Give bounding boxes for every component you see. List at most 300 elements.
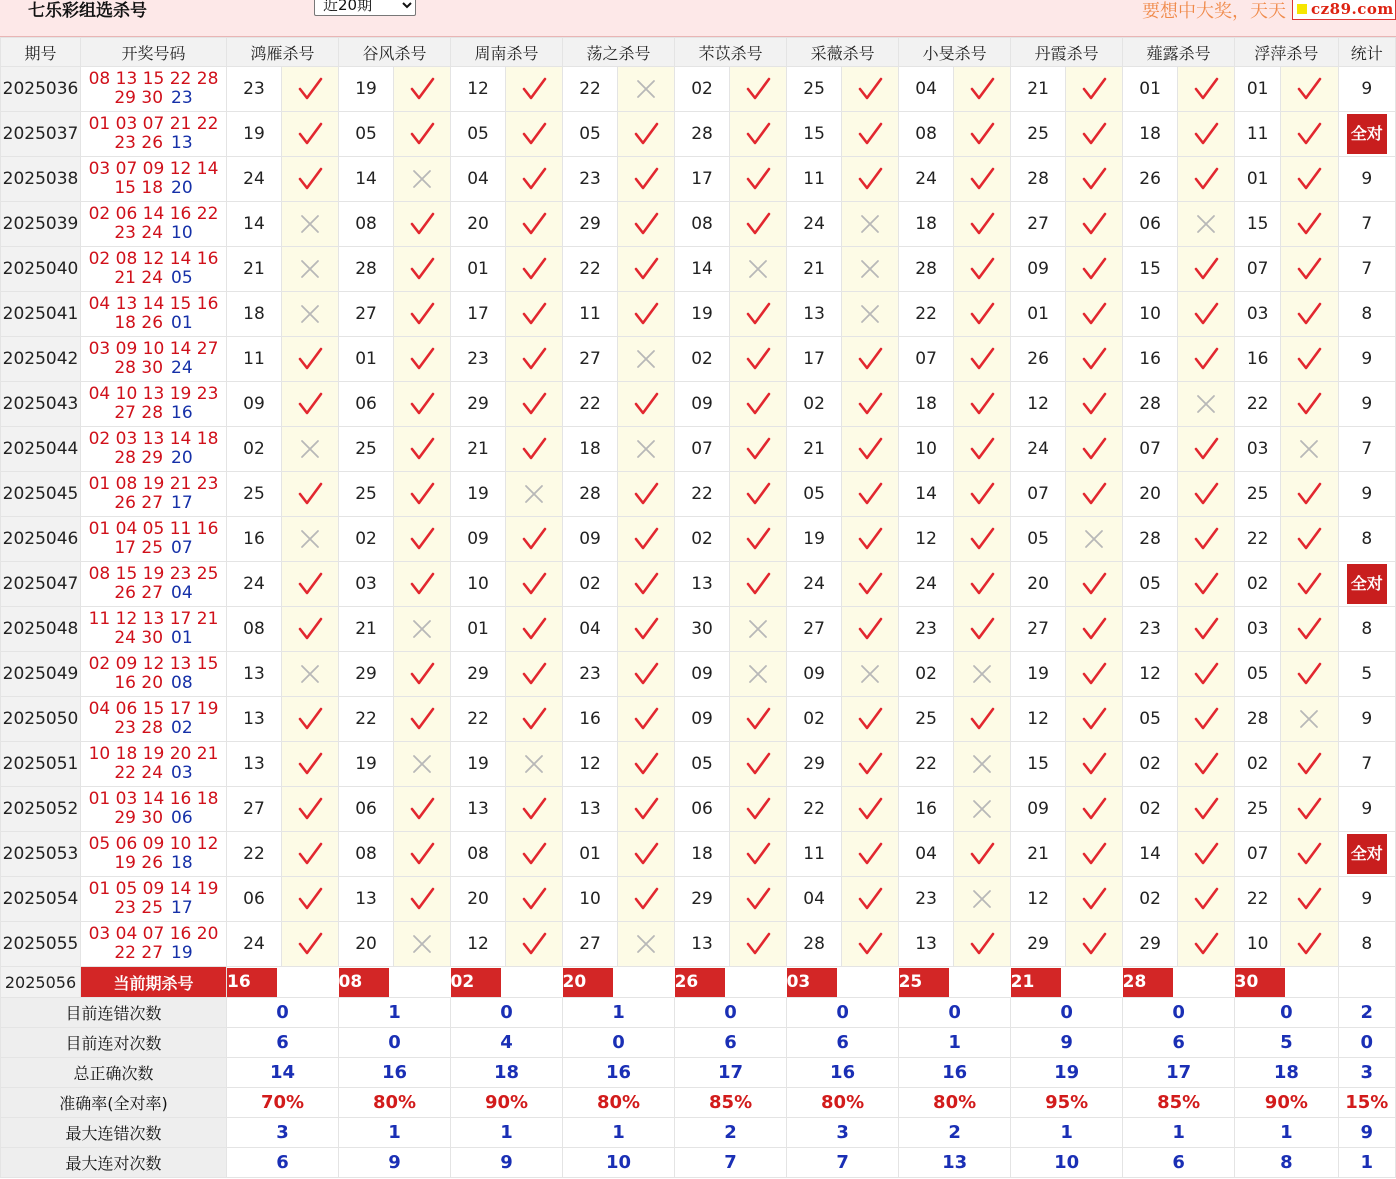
check-icon [857,796,883,822]
check-mark-icon [394,697,451,742]
check-mark-icon [730,202,787,247]
summary-value: 7 [787,1148,899,1178]
check-mark-icon [1281,337,1338,382]
cross-icon [297,256,323,282]
check-icon [297,346,323,372]
kill-number: 02 [787,382,842,427]
kill-number: 23 [227,67,282,112]
check-icon [1081,796,1107,822]
check-icon [969,481,995,507]
kill-number: 11 [787,157,842,202]
table-row [1,742,1396,787]
kill-number: 02 [1123,787,1178,832]
check-icon [1296,886,1322,912]
check-mark-icon [1281,832,1338,877]
check-icon [1193,166,1219,192]
check-mark-icon [394,427,451,472]
check-mark-icon [618,697,675,742]
row-stat: 7 [1338,202,1395,247]
check-icon [745,121,771,147]
kill-number: 02 [1123,877,1178,922]
check-mark-icon [394,112,451,157]
kill-number: 12 [1011,382,1066,427]
summary-row [1,1088,1396,1118]
check-icon [857,616,883,642]
check-icon [969,211,995,237]
draw-line-1: 08 13 15 22 28 [88,69,219,89]
special-number: 07 [171,538,193,558]
check-mark-icon [282,922,339,967]
check-mark-icon [954,382,1011,427]
kill-number: 10 [451,562,506,607]
issue-number: 2025047 [1,562,81,607]
summary-stat: 1 [1338,1148,1395,1178]
draw-line-2-main: 23 24 [114,223,164,243]
check-icon [297,571,323,597]
kill-number: 28 [1235,697,1281,742]
cross-mark-icon [282,652,339,697]
check-icon [633,796,659,822]
check-icon [633,301,659,327]
issue-number: 2025044 [1,427,81,472]
draw-numbers [81,697,227,742]
kill-number: 30 [675,607,730,652]
cross-mark-icon [282,427,339,472]
cross-mark-icon [842,202,899,247]
summary-value: 6 [1123,1028,1235,1058]
check-icon [1081,706,1107,732]
special-number: 23 [171,88,193,108]
check-mark-icon [506,607,563,652]
check-icon [1081,436,1107,462]
kill-number: 20 [1123,472,1178,517]
check-mark-icon [1281,67,1338,112]
check-icon [409,391,435,417]
check-icon [1296,76,1322,102]
draw-line-2 [81,89,226,108]
kill-number: 04 [451,157,506,202]
kill-number: 02 [1235,562,1281,607]
check-mark-icon [1178,697,1235,742]
cross-mark-icon [1281,427,1338,472]
kill-number: 07 [899,337,954,382]
summary-value: 4 [451,1028,563,1058]
check-icon [1296,931,1322,957]
check-mark-icon [842,877,899,922]
check-icon [745,391,771,417]
check-mark-icon [394,832,451,877]
draw-line-1: 05 06 09 10 12 [88,834,219,854]
summary-value: 18 [1235,1058,1338,1088]
check-icon [1081,931,1107,957]
summary-value: 80% [899,1088,1011,1118]
draw-line-2-main: 24 30 [114,628,164,648]
all-correct-badge: 全对 [1347,564,1387,604]
draw-line-1: 04 13 14 15 16 [88,294,219,314]
special-number: 18 [171,853,193,873]
draw-numbers [81,832,227,877]
kill-number: 29 [451,652,506,697]
column-header: 芣苡杀号 [675,38,787,67]
kill-number: 29 [339,652,394,697]
check-mark-icon [954,292,1011,337]
kill-number: 22 [787,787,842,832]
draw-line-1: 04 06 15 17 19 [88,699,219,719]
check-icon [969,391,995,417]
draw-numbers [81,787,227,832]
summary-value: 1 [899,1028,1011,1058]
kill-number: 21 [339,607,394,652]
cross-icon [409,166,435,192]
check-icon [1193,661,1219,687]
kill-number: 02 [339,517,394,562]
check-icon [521,391,547,417]
check-icon [633,841,659,867]
kill-number: 25 [787,67,842,112]
current-kill-number: 16 [227,968,277,997]
kill-number: 23 [563,157,618,202]
kill-number: 13 [339,877,394,922]
check-mark-icon [842,697,899,742]
check-mark-icon [1178,472,1235,517]
kill-number: 03 [1235,427,1281,472]
cross-icon [745,661,771,687]
kill-number: 21 [787,247,842,292]
check-icon [1193,526,1219,552]
kill-number: 01 [451,607,506,652]
kill-number: 17 [675,157,730,202]
cross-mark-icon [506,742,563,787]
kill-number: 01 [451,247,506,292]
check-mark-icon [506,922,563,967]
column-header: 鸿雁杀号 [227,38,339,67]
kill-number: 09 [227,382,282,427]
summary-label: 总正确次数 [1,1058,227,1088]
check-icon [409,301,435,327]
table-body [1,67,1396,1178]
special-number: 06 [171,808,193,828]
check-mark-icon [618,562,675,607]
check-icon [297,796,323,822]
table-row [1,472,1396,517]
special-number: 10 [171,223,193,243]
check-icon [1081,751,1107,777]
check-mark-icon [1281,157,1338,202]
draw-line-2 [81,539,226,558]
draw-line-2-main: 21 24 [114,268,164,288]
check-icon [745,706,771,732]
summary-value: 6 [1123,1148,1235,1178]
cross-icon [1193,391,1219,417]
check-mark-icon [618,607,675,652]
check-icon [857,121,883,147]
summary-value: 5 [1235,1028,1338,1058]
cross-icon [633,931,659,957]
check-mark-icon [618,247,675,292]
check-icon [1296,841,1322,867]
kill-number: 01 [1235,67,1281,112]
check-mark-icon [954,202,1011,247]
issue-number: 2025051 [1,742,81,787]
check-mark-icon [954,337,1011,382]
summary-value: 0 [451,998,563,1028]
draw-line-2 [81,449,226,468]
check-icon [521,526,547,552]
check-mark-icon [730,67,787,112]
column-header: 开奖号码 [81,38,227,67]
kill-number: 08 [451,832,506,877]
draw-line-1: 02 08 12 14 16 [88,249,219,269]
check-icon [1081,571,1107,597]
check-icon [969,526,995,552]
check-mark-icon [1178,157,1235,202]
cross-mark-icon [618,427,675,472]
check-icon [1081,661,1107,687]
check-icon [969,706,995,732]
row-stat: 8 [1338,292,1395,337]
kill-number: 29 [563,202,618,247]
current-kill-cell [675,967,787,998]
current-issue-number: 2025056 [1,967,81,998]
check-icon [1296,256,1322,282]
issue-number: 2025045 [1,472,81,517]
kill-number: 21 [1011,832,1066,877]
check-mark-icon [1178,517,1235,562]
summary-value: 3 [227,1118,339,1148]
kill-number: 10 [1235,922,1281,967]
kill-number: 18 [899,382,954,427]
kill-number: 14 [339,157,394,202]
kill-number: 02 [675,337,730,382]
check-mark-icon [618,202,675,247]
cross-icon [745,256,771,282]
kill-number: 02 [563,562,618,607]
check-mark-icon [954,697,1011,742]
kill-number: 09 [563,517,618,562]
check-icon [521,301,547,327]
summary-value: 16 [339,1058,451,1088]
kill-number-table [0,37,1396,1178]
check-mark-icon [1066,247,1123,292]
site-logo[interactable] [1292,0,1396,20]
row-stat: 9 [1338,67,1395,112]
kill-number: 02 [227,427,282,472]
check-mark-icon [1178,742,1235,787]
check-mark-icon [842,472,899,517]
kill-number: 22 [227,832,282,877]
period-select[interactable] [314,0,416,16]
table-row [1,157,1396,202]
draw-line-2 [81,314,226,333]
kill-number: 20 [451,202,506,247]
check-mark-icon [394,337,451,382]
draw-line-1: 01 03 07 21 22 [88,114,219,134]
kill-number: 16 [563,697,618,742]
check-icon [633,256,659,282]
check-icon [969,256,995,282]
kill-number: 08 [339,202,394,247]
current-kill-cell [227,967,339,998]
kill-number: 04 [787,877,842,922]
check-icon [409,436,435,462]
table-row [1,337,1396,382]
check-icon [969,571,995,597]
logo-square-icon [1297,4,1307,14]
kill-number: 12 [451,922,506,967]
kill-number: 05 [1123,697,1178,742]
summary-value: 13 [899,1148,1011,1178]
check-mark-icon [506,157,563,202]
summary-label: 最大连对次数 [1,1148,227,1178]
summary-label: 目前连对次数 [1,1028,227,1058]
column-header: 薤露杀号 [1123,38,1235,67]
check-mark-icon [842,922,899,967]
kill-number: 08 [339,832,394,877]
check-mark-icon [506,292,563,337]
check-mark-icon [1066,877,1123,922]
cross-mark-icon [954,877,1011,922]
check-icon [969,166,995,192]
cross-icon [1296,706,1322,732]
kill-number: 17 [787,337,842,382]
check-mark-icon [506,67,563,112]
draw-line-2-main: 29 30 [114,88,164,108]
summary-value: 2 [675,1118,787,1148]
check-mark-icon [1066,607,1123,652]
kill-number: 14 [1123,832,1178,877]
check-icon [969,301,995,327]
summary-value: 1 [563,998,675,1028]
kill-number: 28 [339,247,394,292]
draw-line-2 [81,404,226,423]
row-stat: 9 [1338,337,1395,382]
check-icon [409,346,435,372]
check-icon [969,76,995,102]
kill-number: 24 [899,157,954,202]
summary-row [1,1028,1396,1058]
column-header: 期号 [1,38,81,67]
kill-number: 20 [339,922,394,967]
check-mark-icon [730,832,787,877]
check-icon [409,211,435,237]
check-mark-icon [394,472,451,517]
all-correct-badge: 全对 [1347,834,1387,874]
check-icon [745,931,771,957]
kill-number: 09 [1011,787,1066,832]
cross-mark-icon [618,67,675,112]
issue-number: 2025053 [1,832,81,877]
column-header: 浮萍杀号 [1235,38,1338,67]
summary-value: 1 [451,1118,563,1148]
check-mark-icon [506,562,563,607]
kill-number: 27 [787,607,842,652]
check-mark-icon [506,877,563,922]
kill-number: 06 [1123,202,1178,247]
table-header-row [1,38,1396,67]
check-mark-icon [842,337,899,382]
kill-number: 16 [1235,337,1281,382]
cross-mark-icon [842,652,899,697]
row-stat [1338,832,1395,877]
summary-value: 10 [563,1148,675,1178]
kill-number: 05 [675,742,730,787]
check-mark-icon [1066,427,1123,472]
summary-stat: 15% [1338,1088,1395,1118]
check-icon [1296,211,1322,237]
kill-number: 25 [899,697,954,742]
issue-number: 2025042 [1,337,81,382]
check-icon [969,616,995,642]
check-mark-icon [842,427,899,472]
kill-number: 16 [1123,337,1178,382]
check-icon [745,166,771,192]
check-mark-icon [954,157,1011,202]
kill-number: 09 [675,382,730,427]
kill-number: 03 [339,562,394,607]
cross-icon [857,301,883,327]
draw-numbers [81,382,227,427]
kill-number: 01 [563,832,618,877]
kill-number: 03 [1235,607,1281,652]
kill-number: 12 [899,517,954,562]
check-mark-icon [1281,562,1338,607]
check-mark-icon [618,157,675,202]
cross-mark-icon [954,787,1011,832]
current-kill-cell [563,967,675,998]
cross-icon [969,751,995,777]
table-row [1,382,1396,427]
summary-value: 0 [227,998,339,1028]
check-mark-icon [842,67,899,112]
draw-line-2-main: 27 28 [114,403,164,423]
kill-number: 02 [1123,742,1178,787]
kill-number: 09 [675,697,730,742]
row-stat: 9 [1338,697,1395,742]
check-mark-icon [1178,877,1235,922]
table-row [1,292,1396,337]
check-mark-icon [1066,652,1123,697]
check-mark-icon [730,292,787,337]
check-mark-icon [618,652,675,697]
check-mark-icon [282,697,339,742]
row-stat: 8 [1338,922,1395,967]
summary-value: 0 [1235,998,1338,1028]
check-icon [409,886,435,912]
check-icon [297,616,323,642]
check-mark-icon [282,832,339,877]
draw-line-2 [81,134,226,153]
kill-number: 15 [1235,202,1281,247]
check-mark-icon [394,652,451,697]
check-icon [745,886,771,912]
check-mark-icon [506,832,563,877]
check-icon [633,481,659,507]
kill-number: 05 [563,112,618,157]
check-mark-icon [618,517,675,562]
check-mark-icon [1281,652,1338,697]
kill-number: 05 [787,472,842,517]
issue-number: 2025040 [1,247,81,292]
row-stat [1338,562,1395,607]
check-mark-icon [1066,742,1123,787]
cross-icon [857,211,883,237]
check-mark-icon [1281,382,1338,427]
draw-line-2-main: 26 27 [114,493,164,513]
check-mark-icon [730,697,787,742]
check-icon [969,436,995,462]
kill-number: 19 [787,517,842,562]
check-mark-icon [282,607,339,652]
